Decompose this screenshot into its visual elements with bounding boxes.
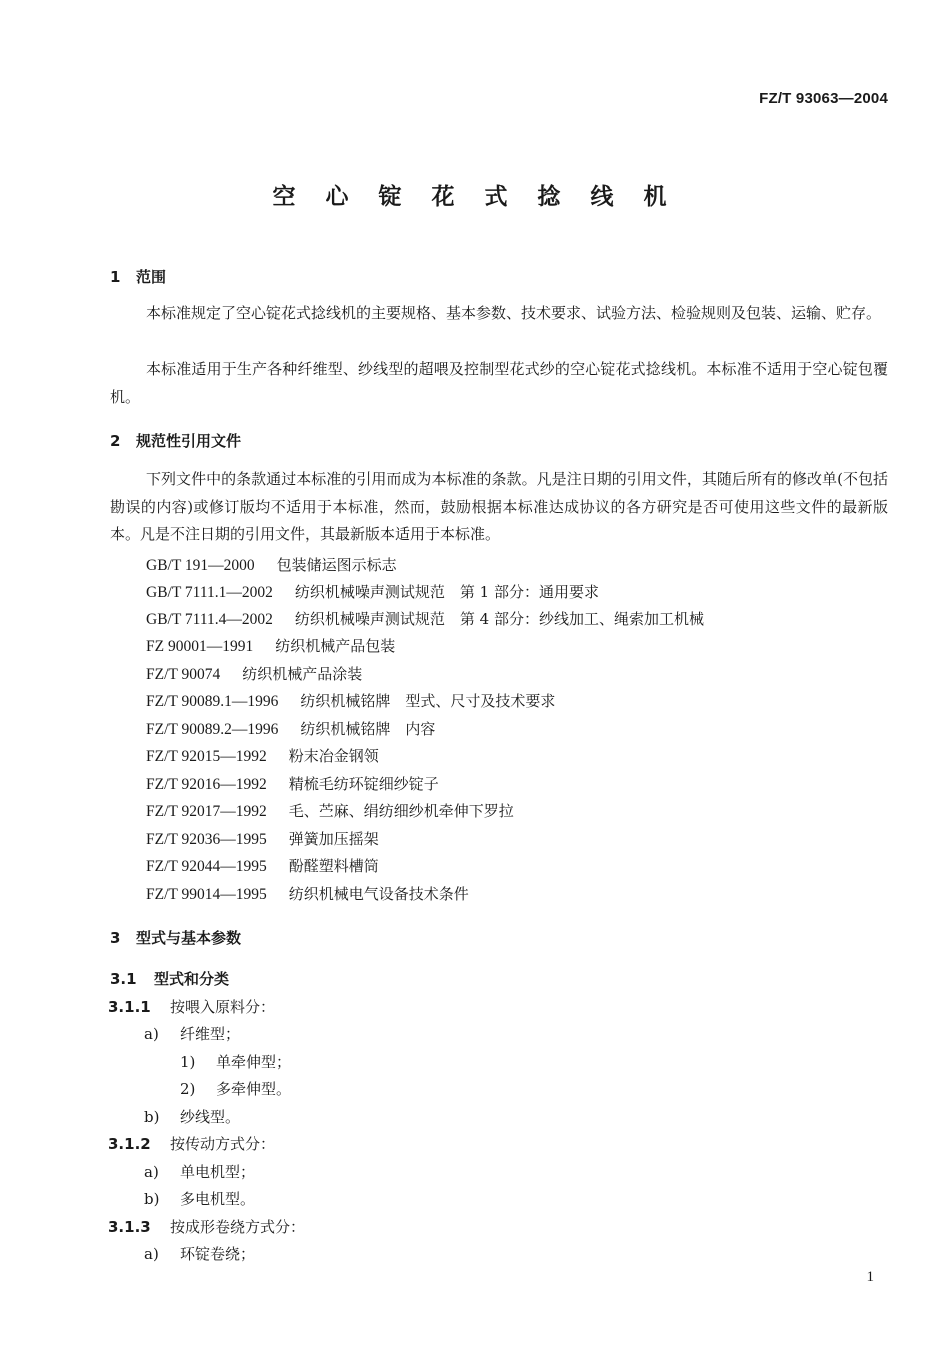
clause-number: 3.1.1 [108,998,151,1016]
clause-number: 3.1.3 [108,1218,151,1236]
reference-item [146,855,379,876]
subsection-3-1-heading [110,968,229,989]
list-text: 纱线型。 [180,1108,241,1126]
section-title: 范围 [136,268,167,286]
reference-code: FZ/T 92036—1995 [146,831,267,848]
reference-title: 纺织机械铭牌 内容 [300,720,436,738]
clause-3-1-3 [108,1216,305,1237]
section-number: 3 [110,929,121,947]
list-marker: 1) [180,1053,196,1071]
reference-title: 粉末冶金钢领 [288,747,379,765]
reference-title: 弹簧加压摇架 [288,830,379,848]
reference-code: GB/T 7111.4—2002 [146,611,273,628]
reference-code: FZ 90001—1991 [146,638,254,655]
reference-title: 纺织机械噪声测试规范 第 1 部分：通用要求 [294,583,599,601]
reference-code: FZ/T 92015—1992 [146,748,267,765]
list-text: 单电机型； [180,1163,256,1181]
page-number: 1 [866,1269,874,1285]
reference-title: 纺织机械噪声测试规范 第 4 部分：纱线加工、绳索加工机械 [294,610,704,628]
reference-item [146,800,514,821]
reference-title: 包装储运图示标志 [276,556,397,574]
reference-code: GB/T 191—2000 [146,557,255,574]
clause-text: 按喂入原料分： [170,998,276,1016]
reference-code: FZ/T 90074 [146,666,221,683]
list-text: 环锭卷绕； [180,1245,256,1263]
reference-title: 毛、苎麻、绢纺细纱机牵伸下罗拉 [288,802,514,820]
reference-title: 纺织机械产品包装 [275,637,396,655]
list-text: 单牵伸型； [216,1053,292,1071]
clause-text: 按传动方式分： [170,1135,276,1153]
list-item [144,1188,255,1209]
section-1-heading [110,266,166,287]
reference-code: FZ/T 90089.2—1996 [146,721,279,738]
reference-item [146,718,435,739]
list-item [144,1161,255,1182]
clause-text: 按成形卷绕方式分： [170,1218,306,1236]
reference-item [146,690,555,711]
reference-item [146,635,395,656]
list-marker: a) [144,1025,159,1043]
list-marker: 2) [180,1080,196,1098]
reference-code: GB/T 7111.1—2002 [146,584,273,601]
reference-item [146,663,362,684]
reference-item [146,773,439,794]
reference-code: FZ/T 92016—1992 [146,776,267,793]
reference-code: FZ/T 92017—1992 [146,803,267,820]
list-text: 多电机型。 [180,1190,256,1208]
section-title: 规范性引用文件 [136,432,242,450]
section-2-heading [110,430,241,451]
document-title: 空 心 锭 花 式 捻 线 机 [272,184,678,210]
section-3-heading [110,927,241,948]
section-number: 1 [110,268,121,286]
list-text: 多牵伸型。 [216,1080,292,1098]
subsection-title: 型式和分类 [154,970,230,988]
list-text: 纤维型； [180,1025,241,1043]
list-item [180,1051,291,1072]
clause-3-1-2 [108,1133,275,1154]
section-title: 型式与基本参数 [136,929,242,947]
list-marker: a) [144,1163,159,1181]
reference-title: 酚醛塑料槽筒 [288,857,379,875]
paragraph: 本标准适用于生产各种纤维型、纱线型的超喂及控制型花式纱的空心锭花式捻线机。本标准不适用于空心锭包覆机。 [110,360,888,406]
list-item [180,1078,291,1099]
subsection-number: 3.1 [110,970,137,988]
paragraph: 下列文件中的条款通过本标准的引用而成为本标准的条款。凡是注日期的引用文件，其随后所有的修改单(不包括勘误的内容)或修订版均不适用于本标准，然而，鼓励根据本标准达成协议的各方研究是否可使用这些文件的最新版本。凡是不注日期的引用文件，其最新版本适用于本标准。 [110,470,888,543]
clause-number: 3.1.2 [108,1135,151,1153]
standard-code: FZ/T 93063—2004 [759,90,888,107]
section-number: 2 [110,432,121,450]
list-marker: a) [144,1245,159,1263]
clause-3-1-1 [108,996,275,1017]
reference-item [146,581,599,602]
list-item [144,1243,255,1264]
reference-code: FZ/T 99014—1995 [146,886,267,903]
reference-item [146,745,379,766]
reference-code: FZ/T 92044—1995 [146,858,267,875]
reference-title: 精梳毛纺环锭细纱锭子 [288,775,439,793]
reference-item [146,608,704,629]
reference-title: 纺织机械铭牌 型式、尺寸及技术要求 [300,692,556,710]
reference-title: 纺织机械产品涂装 [242,665,363,683]
paragraph: 本标准规定了空心锭花式捻线机的主要规格、基本参数、技术要求、试验方法、检验规则及包装、运输、贮存。 [146,304,882,322]
reference-item [146,883,469,904]
list-item [144,1023,240,1044]
list-marker: b) [144,1108,160,1126]
reference-code: FZ/T 90089.1—1996 [146,693,279,710]
reference-item [146,828,379,849]
reference-item [146,554,397,575]
list-item [144,1106,240,1127]
reference-title: 纺织机械电气设备技术条件 [288,885,469,903]
list-marker: b) [144,1190,160,1208]
